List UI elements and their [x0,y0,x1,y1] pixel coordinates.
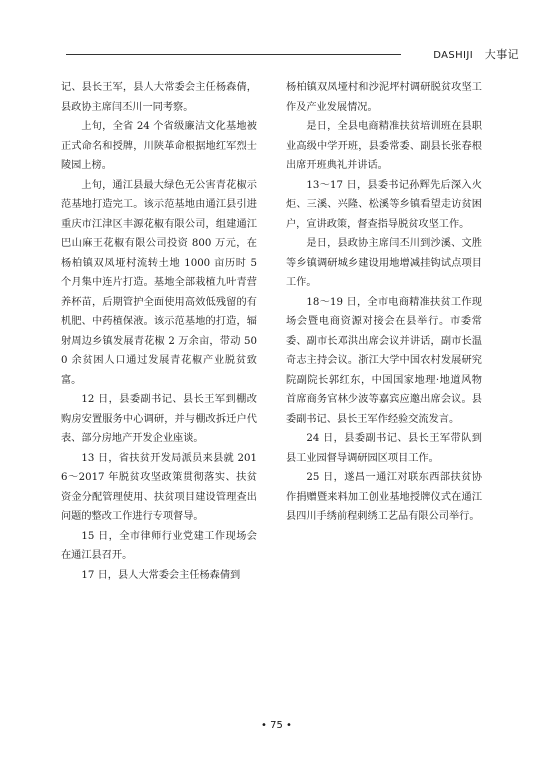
paragraph: 17 日，县人大常委会主任杨森倩到 [81,569,241,581]
left-column [61,78,257,585]
right-column [286,78,482,527]
paragraph: 记、县长王军，县人大常委会主任杨森倩，县政协主席闫丕川一同考察。 [61,82,257,113]
paragraph: 是日，县政协主席闫丕川到沙溪、文胜等乡镇调研城乡建设用地增减挂钩试点项目工作。 [286,238,482,288]
paragraph: 15 日，全市律师行业党建工作现场会在通江县召开。 [61,530,257,561]
paragraph: 13～17 日，县委书记孙辉先后深入火炬、三溪、兴隆、松溪等乡镇看望走访贫困户，宣讲政策，督查指导脱贫攻坚工作。 [286,179,482,230]
paragraph: 上旬，全省 24 个省级廉洁文化基地被正式命名和授牌，川陕革命根据地红军烈士陵园上榜。 [61,121,257,171]
paragraph: 杨柏镇双凤垭村和沙泥坪村调研脱贫攻坚工作及产业发展情况。 [286,82,482,113]
paragraph: 24 日，县委副书记、县长王军带队到县工业园督导调研园区项目工作。 [286,433,482,464]
paragraph: 12 日，县委副书记、县长王军到棚改购房安置服务中心调研，并与棚改拆迁户代表、部分房地产开发企业座谈。 [61,394,257,444]
running-header [66,44,519,64]
page-number: • 75 • [261,720,292,731]
paragraph: 25 日，遂昌一通江对联东西部扶贫协作捐赠暨来料加工创业基地授牌仪式在通江县四川手绣前程刺绣工艺品有限公司举行。 [286,472,482,522]
section-label [433,46,519,62]
paragraph: 是日，全县电商精准扶贫培训班在县职业高级中学开班，县委常委、副县长张春根出席开班典礼并讲话。 [286,121,482,171]
section-label-en: DASHIJI [433,50,474,61]
paragraph: 18～19 日，全市电商精准扶贫工作现场会暨电商资源对接会在县举行。市委常委、副市长邓洪出席会议并讲话，副市长温奇志主持会议。浙江大学中国农村发展研究院副院长郭红东，中国国家地理·地道风物首席商务官林少波等嘉宾应邀出席会议。县委副书记、县长王军作经验交流发言。 [286,296,482,425]
header-rule [66,54,401,55]
section-label-zh: 大事记 [484,48,519,61]
paragraph: 13 日，省扶贫开发局派员来县就 2016～2017 年脱贫攻坚政策贯彻落实、扶贫资金分配管理使用、扶贫项目建设管理查出问题的整改工作进行专项督导。 [61,452,257,522]
paragraph: 上旬，通江县最大绿色无公害青花椒示范基地打造完工。该示范基地由通江县引进重庆市江津区丰源花椒有限公司，组建通江巴山麻王花椒有限公司投资 800 万元，在杨柏镇双凤垭村流转土地 1000 亩历时 5 个月集中连片打造。基地全部栽植九叶青营养杯苗，后期管护全面使用高效低残留的有机肥、中药植保液。该示范基地的打造，辐射周边乡镇发展青花椒 2 万余亩，带动 500 余贫困人口通过发展青花椒产业脱贫致富。 [61,179,257,386]
